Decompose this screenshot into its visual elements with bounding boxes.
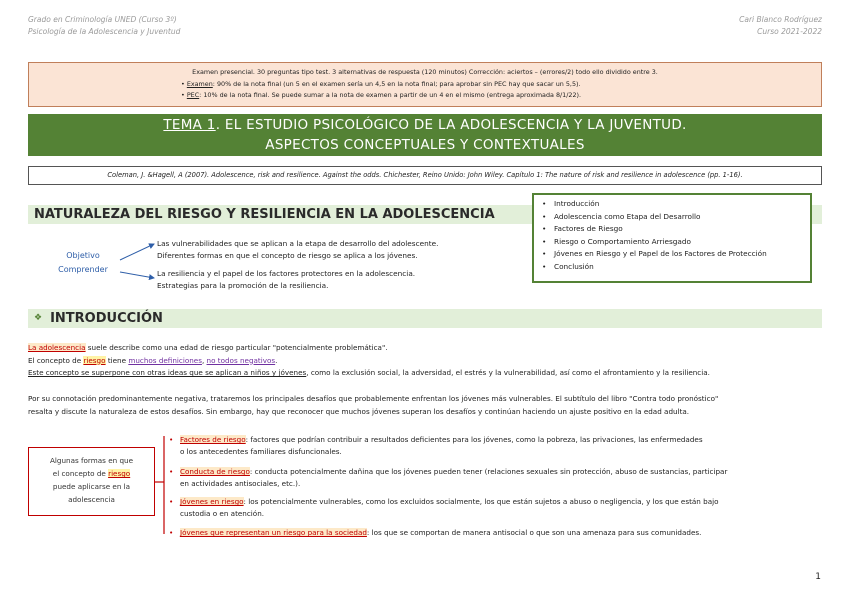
toc-item: • Jóvenes en Riesgo y el Papel de los Factores de Protección xyxy=(542,248,804,261)
pec-item-text: : 10% de la nota final. Se puede sumar a la nota de examen a partir de un 4 en el mismo (entrega aproximada 8/1/22). xyxy=(199,91,582,99)
risk-form-line xyxy=(180,434,820,446)
intro-text: , como la exclusión social, la adversidad, el estrés y la vulnerabilidad, así como el afrontamiento y la resiliencia. xyxy=(306,368,710,378)
toc-item: • Adolescencia como Etapa del Desarrollo xyxy=(542,211,804,224)
bullet-icon: • xyxy=(169,528,174,537)
bullet-icon: • xyxy=(169,497,174,506)
doc-header-right xyxy=(739,14,822,38)
objective-arrows xyxy=(118,236,160,292)
intro-line-3 xyxy=(28,367,828,380)
risk-form-item xyxy=(169,466,820,491)
box-line: Algunas formas en que xyxy=(49,456,133,465)
objective-line: Las vulnerabilidades que se aplican a la etapa de desarrollo del adolescente. xyxy=(157,239,439,248)
term-adolescencia: La adolescencia xyxy=(28,343,86,352)
tema-label: TEMA 1 xyxy=(163,117,216,133)
objective-line: Estrategias para la promoción de la resiliencia. xyxy=(157,281,329,290)
toc-item: • Introducción xyxy=(542,198,804,211)
box-line xyxy=(29,467,154,480)
risk-form-line xyxy=(180,466,820,478)
title-line2: ASPECTOS CONCEPTUALES Y CONTEXTUALES xyxy=(265,137,585,153)
page-number: 1 xyxy=(815,572,821,582)
term-no-negativos: no todos negativos xyxy=(206,355,276,365)
intro-p2-line: Por su connotación predominantemente negativa, trataremos los principales desafíos que probablemente enfrentan los jóvenes más vulnerables. El subtítulo del libro "Contra todo pronóstico" xyxy=(28,394,719,403)
risk-form-line xyxy=(180,496,820,508)
doc-header-left xyxy=(28,14,180,38)
intro-paragraph-1 xyxy=(28,342,828,380)
intro-text: tiene xyxy=(105,355,129,365)
risk-form-text: : los potencialmente vulnerables, como los excluidos socialmente, los que están sujetos a abuso o negligencia, y los que están bajo xyxy=(243,497,719,506)
title-line1: . EL ESTUDIO PSICOLÓGICO DE LA ADOLESCENCIA Y LA JUVENTUD. xyxy=(215,117,687,133)
intro-p2-line: resalta y discute la naturaleza de estos desafíos. Sin embargo, hay que reconocer que muchos jóvenes superan los desafíos y continúan haciendo un ajuste positivo en la edad adulta. xyxy=(28,406,690,416)
objective-list-1 xyxy=(157,238,438,262)
risk-form-label: Conducta de riesgo xyxy=(180,467,250,476)
risk-form-label: Factores de riesgo xyxy=(180,435,246,444)
exam-summary: Examen presencial. 30 preguntas tipo test. 3 alternativas de respuesta (120 minutos) Corrección: aciertos – (errores/2) todo ello dividido entre 3. xyxy=(192,68,658,76)
diamond-bullet-icon: ❖ xyxy=(34,313,43,323)
objective-list-2 xyxy=(157,268,415,292)
title-band-2 xyxy=(28,136,822,156)
risk-form-text: custodia o en atención. xyxy=(180,509,265,519)
intro-text: suele describe como una edad de riesgo particular "potencialmente problemática". xyxy=(85,343,388,352)
risk-form-text: o los antecedentes familiares disfuncionales. xyxy=(180,447,342,457)
title-band-1 xyxy=(28,114,822,136)
arrow-down-icon xyxy=(120,272,154,278)
risk-form-label: Jóvenes que representan un riesgo para la sociedad xyxy=(180,528,367,537)
comprender-word: Comprender xyxy=(58,265,108,274)
risk-form-text: : factores que podrían contribuir a resultados deficientes para los jóvenes, como la pobreza, las privaciones, las enfermedades xyxy=(245,435,703,444)
bibliographic-reference: Coleman, J. &Hagell, A (2007). Adolescence, risk and resilience. Against the odds. Chichester, Reino Unido: John Wiley. Capítulo 1: The nature of risk and resilience in adolescence (pp. 1-16). xyxy=(28,166,822,185)
intro-text: . xyxy=(275,355,278,365)
objective-label xyxy=(46,249,120,277)
intro-line-1 xyxy=(28,342,828,355)
academic-year: Curso 2021-2022 xyxy=(757,27,822,36)
exam-item-examen: • Examen: 90% de la nota final (un 5 en el examen sería un 4,5 en la nota final; para aprobar sin PEC hay que sacar un 5,5). xyxy=(181,79,581,88)
intro-line-2 xyxy=(28,355,828,368)
term-riesgo-box: riesgo xyxy=(108,469,131,478)
exam-label: Examen xyxy=(186,79,213,88)
risk-form-line xyxy=(180,527,820,539)
risk-form-text: : conducta potencialmente dañina que los jóvenes pueden tener (relaciones sexuales sin protección, abuso de sustancias, participar xyxy=(249,467,728,476)
exam-item-text: : 90% de la nota final (un 5 en el examen sería un 4,5 en la nota final; para aprobar sin PEC hay que sacar un 5,5). xyxy=(212,79,581,88)
subject-name: Psicología de la Adolescencia y Juventud xyxy=(28,27,181,36)
objective-line: La resiliencia y el papel de los factores protectores en la adolescencia. xyxy=(157,269,416,278)
exam-info-box xyxy=(28,62,822,107)
section-title-naturaleza: NATURALEZA DEL RIESGO Y RESILIENCIA EN LA ADOLESCENCIA xyxy=(34,207,495,222)
risk-forms-box xyxy=(28,447,155,516)
box-text: el concepto de xyxy=(52,469,109,478)
intro-heading xyxy=(34,311,163,326)
pec-label: PEC xyxy=(186,91,200,99)
toc-item: • Conclusión xyxy=(542,261,804,274)
risk-form-label: Jóvenes en riesgo xyxy=(180,497,244,506)
intro-text: El concepto de xyxy=(28,355,84,365)
underlined-concept: Este concepto se superpone con otras ideas que se aplican a niños y jóvenes xyxy=(28,368,307,378)
intro-text: , xyxy=(201,355,207,365)
intro-paragraph-2 xyxy=(28,393,828,418)
course-name: Grado en Criminología UNED (Curso 3º) xyxy=(28,15,177,24)
toc-item: • Factores de Riesgo xyxy=(542,223,804,236)
table-of-contents xyxy=(532,193,812,283)
objective-word: Objetivo xyxy=(66,251,100,260)
risk-form-item xyxy=(169,434,820,459)
arrow-up-icon xyxy=(120,244,154,260)
risk-form-item xyxy=(169,527,820,539)
risk-form-text: en actividades antisociales, etc.). xyxy=(180,479,301,489)
risk-form-item xyxy=(169,496,820,521)
bracket-connector xyxy=(154,432,168,542)
exam-item-pec: • PEC: 10% de la nota final. Se puede sumar a la nota de examen a partir de un 4 en el mismo (entrega aproximada 8/1/22). xyxy=(181,91,582,99)
bullet-icon: • xyxy=(169,467,174,476)
term-riesgo: riesgo xyxy=(83,355,106,365)
intro-title: INTRODUCCIÓN xyxy=(50,311,163,326)
bullet-icon: • xyxy=(169,435,174,444)
box-line: puede aplicarse en la xyxy=(52,482,131,491)
objective-line: Diferentes formas en que el concepto de riesgo se aplica a los jóvenes. xyxy=(157,251,418,260)
box-line: adolescencia xyxy=(68,495,115,504)
risk-form-text: : los que se comportan de manera antisocial o que son una amenaza para sus comunidades. xyxy=(366,528,702,537)
term-definiciones: muchos definiciones xyxy=(128,355,202,365)
author-name: Cari Blanco Rodríguez xyxy=(739,15,822,24)
toc-item: • Riesgo o Comportamiento Arriesgado xyxy=(542,236,804,249)
